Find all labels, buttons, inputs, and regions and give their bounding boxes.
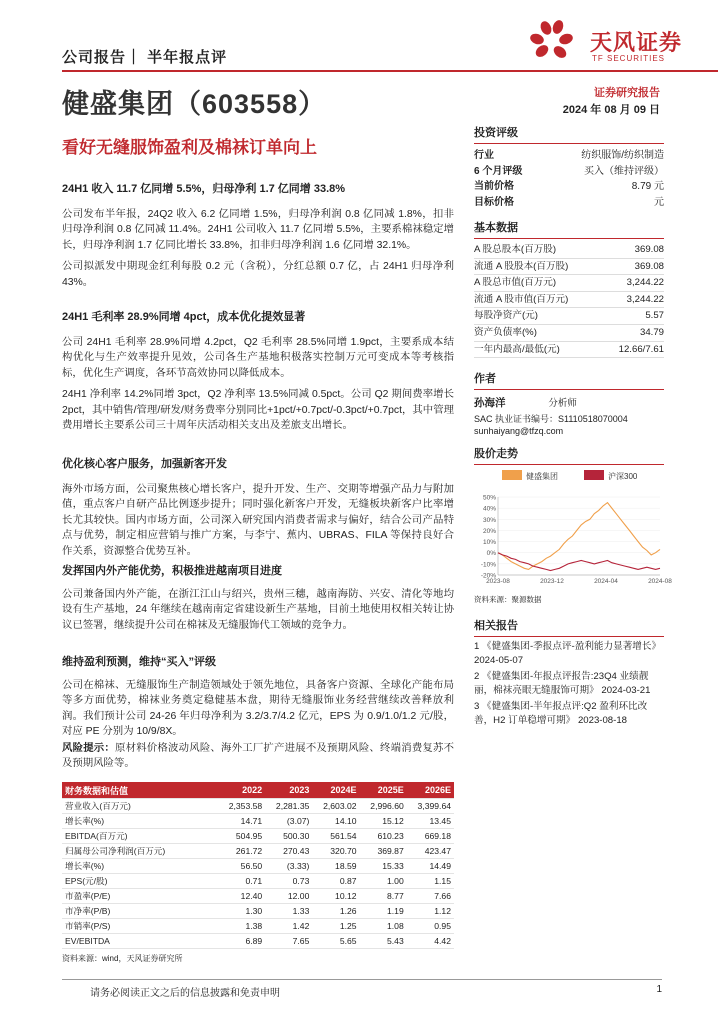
basic-data-value: 12.66/7.61: [618, 343, 664, 355]
rating-value: 买入（维持评级）: [584, 165, 664, 177]
table-cell: 增长率(%): [62, 859, 218, 874]
table-cell: 8.77: [360, 889, 407, 904]
table-cell: EBITDA(百万元): [62, 829, 218, 844]
chart-title: 股价走势: [474, 445, 664, 465]
table-cell: 13.45: [407, 814, 454, 829]
basic-data-box: [474, 219, 664, 358]
x-tick-label: 2024-04: [594, 578, 618, 585]
rating-row: [474, 148, 664, 164]
basic-data-row: [474, 308, 664, 325]
company-title: 健盛集团（603558）: [62, 89, 327, 119]
basic-data-key: 资产负债率(%): [474, 326, 537, 338]
related-list: [474, 640, 664, 728]
table-header-cell: 2024E: [312, 782, 359, 799]
author-name: 孙海洋: [474, 397, 506, 409]
table-cell: 261.72: [218, 844, 265, 859]
table-cell: 7.66: [407, 889, 454, 904]
table-row: [62, 844, 454, 859]
rating-box: [474, 124, 664, 210]
table-cell: 270.43: [265, 844, 312, 859]
table-cell: 1.33: [265, 904, 312, 919]
rating-list: [474, 148, 664, 210]
table-cell: 1.25: [312, 919, 359, 934]
basic-data-title: 基本数据: [474, 219, 664, 239]
table-header-cell: 2026E: [407, 782, 454, 799]
basic-data-list: [474, 242, 664, 358]
table-cell: 1.26: [312, 904, 359, 919]
table-row: [62, 934, 454, 949]
basic-data-row: [474, 342, 664, 359]
table-cell: 423.47: [407, 844, 454, 859]
table-cell: 1.08: [360, 919, 407, 934]
table-row: [62, 904, 454, 919]
table-cell: EV/EBITDA: [62, 934, 218, 949]
table-cell: EPS(元/股): [62, 874, 218, 889]
y-tick-label: 40%: [482, 505, 496, 513]
related-report-link[interactable]: 1 《健盛集团-季报点评-盈利能力显著增长》 2024-05-07: [474, 641, 662, 666]
table-cell: 市盈率(P/E): [62, 889, 218, 904]
table-cell: 1.00: [360, 874, 407, 889]
table-cell: (3.07): [265, 814, 312, 829]
rating-row: [474, 164, 664, 180]
table-cell: 1.38: [218, 919, 265, 934]
author-title: 作者: [474, 370, 664, 390]
paragraph: 公司在棉袜、无缝服饰生产制造领域处于领先地位，具备客户资源、全球化产能布局等多方面优势，棉袜业务奠定稳健基本盘，期待无缝服饰业务经营继续改善释放利润。我们预计公司 24-26 年归母净利为 3.2/3.7/4.2 亿元，EPS 为 0.9/1.0/1.2 元/股，对应 PE 分别为 10/9/8X。: [62, 680, 454, 738]
table-cell: 2,281.35: [265, 799, 312, 814]
paragraph: 公司发布半年报，24Q2 收入 6.2 亿同增 1.5%，归母净利润 0.8 亿同减 1.8%，扣非归母净利润 0.8 亿同减 11.4%。24H1 公司收入 11.7 亿同增 5.5%，主要系棉袜稳定增长，归母净利润 1.7 亿同比增长 33.8%，扣非归母净利润 1.6 亿同增 32.1%。: [62, 209, 454, 251]
table-cell: 0.71: [218, 874, 265, 889]
table-header-cell: 2023: [265, 782, 312, 799]
rating-key: 6 个月评级: [474, 165, 523, 177]
legend-label: 健盛集团: [526, 472, 558, 481]
basic-data-value: 5.57: [645, 310, 664, 322]
related-title: 相关报告: [474, 617, 664, 637]
table-cell: 10.12: [312, 889, 359, 904]
table-cell: 归属母公司净利润(百万元): [62, 844, 218, 859]
section-title: 优化核心客户服务，加强新客开发: [62, 458, 227, 470]
rating-value: 8.79 元: [631, 181, 664, 192]
basic-data-value: 3,244.22: [626, 293, 664, 305]
table-cell: 市净率(P/B): [62, 904, 218, 919]
y-tick-label: 10%: [482, 539, 496, 547]
table-cell: 14.49: [407, 859, 454, 874]
paragraph: 公司兼备国内外产能，在浙江江山与绍兴，贵州三穗，越南海防、兴安、清化等地均设有生产基地，24 年继续在越南南定省建设新生产基地，目前土地使用权相关转让协议已签署，继续提升公司在棉袜及无缝服饰代工领域的竞争力。: [62, 589, 454, 631]
table-cell: 1.15: [407, 874, 454, 889]
table-cell: 1.12: [407, 904, 454, 919]
report-category: 证券研究报告: [594, 87, 660, 99]
rating-value: 纺织服饰/纺织制造: [581, 150, 664, 161]
table-row: [62, 874, 454, 889]
table-cell: 504.95: [218, 829, 265, 844]
paragraph: 海外市场方面，公司聚焦核心增长客户，提升开发、生产、交期等增强产品力与附加值，重点客户自研产品比例逐步提升；同时强化新客户开发，无缝板块新客户比率增长尤其较快。国内市场方面，公司深入研究国内消费者需求与偏好，结合公司产品特点与优势，制定相应营销与推广方案，与李宁、蕉内、UBRAS、FILA 等保持良好合作关系，资源整合优势互补。: [62, 484, 454, 557]
basic-data-key: 流通 A 股市值(百万元): [474, 293, 569, 305]
section-title: 发挥国内外产能优势，积极推进越南项目进度: [62, 565, 282, 577]
legend-swatch: [502, 470, 522, 480]
y-tick-label: 30%: [482, 516, 496, 524]
footer: [62, 984, 662, 999]
table-cell: 15.12: [360, 814, 407, 829]
table-cell: 18.59: [312, 859, 359, 874]
basic-data-value: 369.08: [634, 244, 664, 255]
table-cell: 12.40: [218, 889, 265, 904]
y-tick-label: -20%: [480, 572, 496, 580]
rating-row: [474, 179, 664, 195]
y-tick-label: 20%: [482, 527, 496, 535]
table-row: [62, 814, 454, 829]
table-header-cell: 2025E: [360, 782, 407, 799]
price-chart-box: [474, 445, 672, 605]
author-email[interactable]: sunhaiyang@tfzq.com: [474, 426, 564, 436]
y-tick-label: 50%: [482, 494, 496, 502]
basic-data-row: [474, 242, 664, 259]
table-cell: 1.19: [360, 904, 407, 919]
section-title: 24H1 收入 11.7 亿同增 5.5%，归母净利 1.7 亿同增 33.8%: [62, 183, 346, 195]
rating-key: 目标价格: [474, 196, 514, 208]
table-header-cell: 财务数据和估值: [62, 782, 218, 799]
y-tick-label: 0%: [486, 550, 496, 558]
tf-logo-icon: [520, 18, 584, 68]
section-revenue: [62, 180, 454, 290]
table-cell: 增长率(%): [62, 814, 218, 829]
paragraph: 24H1 净利率 14.2%同增 3pct，Q2 净利率 13.5%同减 0.5pct。公司 Q2 期间费率增长 2pct，其中销售/管理/研发/财务费率分别同比+1pct/+0.7pct/-0.3pct/+0.7pct，其中管理费用增长主要系公司三十周年庆活动相关支出及差旅支出增长。: [62, 389, 454, 432]
table-cell: 4.42: [407, 934, 454, 949]
section-title: 维持盈利预测，维持“买入”评级: [62, 656, 216, 668]
section-customers: [62, 455, 454, 559]
x-tick-label: 2023-12: [540, 578, 564, 585]
author-role: 分析师: [548, 398, 577, 409]
risk-note: [62, 741, 454, 772]
table-cell: 1.30: [218, 904, 265, 919]
basic-data-row: [474, 292, 664, 309]
paragraph: 公司 24H1 毛利率 28.9%同增 4.2pct，Q2 毛利率 28.5%同增 1.9pct，主要系成本结构优化与生产效率提升见效，公司各生产基地积极落实控制万元可变成本等考核指标，优化生产调度，各环节高效协同以降低成本。: [62, 337, 454, 379]
table-cell: 14.71: [218, 814, 265, 829]
financial-table: [62, 782, 454, 964]
table-cell: 369.87: [360, 844, 407, 859]
legend-swatch: [584, 470, 604, 480]
related-reports-box: [474, 617, 664, 730]
section-margin: [62, 308, 454, 433]
table-cell: 15.33: [360, 859, 407, 874]
basic-data-value: 34.79: [639, 326, 664, 338]
rating-value: 元: [654, 196, 664, 208]
related-report-link[interactable]: 2 《健盛集团-年报点评报告:23Q4 业绩靓丽，棉袜亮眼无缝服饰可期》 2024-03-21: [474, 671, 651, 696]
table-cell: 5.65: [312, 934, 359, 949]
risk-label: 风险提示：: [62, 743, 116, 754]
brand-name: 天风证券: [590, 30, 683, 55]
chart-source: 资料来源：聚源数据: [474, 595, 542, 604]
table-row: [62, 859, 454, 874]
author-sac: SAC 执业证书编号：S1110518070004: [474, 414, 628, 424]
table-cell: 610.23: [360, 829, 407, 844]
financial-table-grid: [62, 782, 454, 949]
table-cell: 7.65: [265, 934, 312, 949]
footer-divider: [62, 979, 662, 980]
paragraph: 公司拟派发中期现金红利每股 0.2 元（含税），分红总额 0.7 亿，占 24H1 归母净利 43%。: [62, 261, 454, 288]
basic-data-key: 流通 A 股股本(百万股): [474, 260, 569, 272]
basic-data-value: 369.08: [634, 260, 664, 272]
y-tick-label: -10%: [480, 561, 496, 569]
risk-text: 原材料价格波动风险、海外工厂扩产进展不及预期风险、终端消费复苏不及预期风险等。: [62, 743, 455, 770]
rating-key: 行业: [474, 150, 494, 161]
rating-row: [474, 195, 664, 211]
basic-data-key: A 股总市值(百万元): [474, 277, 557, 289]
table-cell: 6.89: [218, 934, 265, 949]
basic-data-row: [474, 275, 664, 292]
basic-data-key: A 股总股本(百万股): [474, 244, 557, 255]
table-row: [62, 829, 454, 844]
table-row: [62, 889, 454, 904]
table-source: 资料来源：wind，天风证券研究所: [62, 954, 183, 963]
table-cell: 2,353.58: [218, 799, 265, 814]
table-row: [62, 799, 454, 814]
table-cell: 0.73: [265, 874, 312, 889]
table-cell: 2,996.60: [360, 799, 407, 814]
x-tick-label: 2024-08: [648, 578, 672, 585]
basic-data-row: [474, 325, 664, 342]
rating-title: 投资评级: [474, 124, 664, 144]
headline: 看好无缝服饰盈利及棉袜订单向上: [62, 138, 317, 157]
table-cell: 12.00: [265, 889, 312, 904]
section-title: 24H1 毛利率 28.9%同增 4pct，成本优化提效显著: [62, 311, 306, 323]
table-cell: 0.95: [407, 919, 454, 934]
brand-name-en: TF SECURITIES: [592, 54, 666, 63]
table-cell: 56.50: [218, 859, 265, 874]
legend-label: 沪深300: [608, 472, 638, 481]
header-divider: [62, 70, 718, 72]
basic-data-key: 每股净资产(元): [474, 310, 538, 322]
basic-data-value: 3,244.22: [626, 277, 664, 289]
table-cell: 1.42: [265, 919, 312, 934]
table-cell: 320.70: [312, 844, 359, 859]
section-forecast: [62, 653, 454, 740]
author-box: [474, 370, 664, 436]
x-tick-label: 2023-08: [486, 578, 510, 585]
table-header-row: [62, 782, 454, 799]
price-chart: [474, 467, 672, 589]
basic-data-key: 一年内最高/最低(元): [474, 343, 560, 355]
table-cell: 市销率(P/S): [62, 919, 218, 934]
table-cell: 营业收入(百万元): [62, 799, 218, 814]
table-cell: 561.54: [312, 829, 359, 844]
footer-disclaimer: 请务必阅读正文之后的信息披露和免责申明: [90, 988, 280, 999]
table-cell: 0.87: [312, 874, 359, 889]
table-header-cell: 2022: [218, 782, 265, 799]
table-row: [62, 919, 454, 934]
table-cell: (3.33): [265, 859, 312, 874]
series-line: [498, 503, 660, 570]
table-cell: 3,399.64: [407, 799, 454, 814]
related-report-link[interactable]: 3 《健盛集团-半年报点评:Q2 盈利环比改善，H2 订单稳增可期》 2023-08-18: [474, 701, 648, 726]
table-cell: 5.43: [360, 934, 407, 949]
brand-logo: [520, 18, 720, 68]
page-number: 1: [656, 984, 662, 995]
rating-key: 当前价格: [474, 181, 514, 192]
basic-data-row: [474, 259, 664, 276]
table-cell: 500.30: [265, 829, 312, 844]
report-type: 公司报告｜ 半年报点评: [62, 49, 228, 66]
table-cell: 14.10: [312, 814, 359, 829]
table-cell: 2,603.02: [312, 799, 359, 814]
section-capacity: [62, 562, 454, 633]
report-date: 2024 年 08 月 09 日: [562, 104, 660, 116]
table-cell: 669.18: [407, 829, 454, 844]
